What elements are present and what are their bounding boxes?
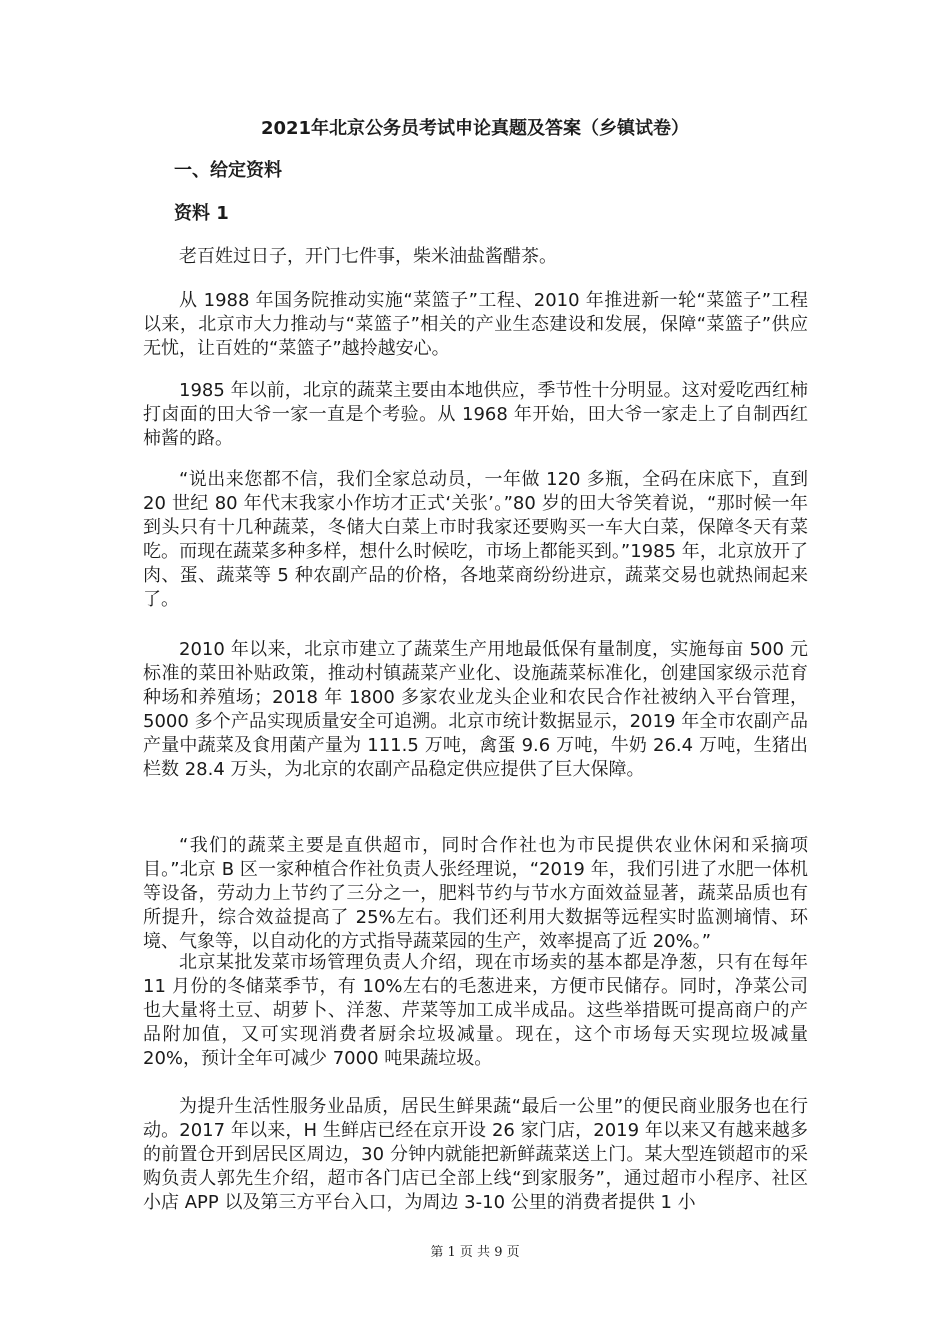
document-title: 2021年北京公务员考试申论真题及答案（乡镇试卷）: [260, 118, 690, 139]
paragraph: 从 1988 年国务院推动实施“菜篮子”工程、2010 年推进新一轮“菜篮子”工程以来，北京市大力推动与“菜篮子”相关的产业生态建设和发展，保障“菜篮子”供应无忧，让百姓的“菜篮子”越拎越安心。: [143, 290, 808, 359]
paragraph: 1985 年以前，北京的蔬菜主要由本地供应，季节性十分明显。这对爱吃西红柿打卤面的田大爷一家一直是个考验。从 1968 年开始，田大爷一家走上了自制西红柿酱的路。: [143, 380, 808, 449]
paragraph: 为提升生活性服务业品质，居民生鲜果蔬“最后一公里”的便民商业服务也在行动。2017 年以来，H 生鲜店已经在京开设 26 家门店，2019 年以来又有越来越多的前置仓开到居民区周边，30 分钟内就能把新鲜蔬菜送上门。某大型连锁超市的采购负责人郭先生介绍，超市各门店已全部上线“到家服务”，通过超市小程序、社区小店 APP 以及第三方平台入口，为周边 3-10 公里的消费者提供 1 小: [143, 1096, 808, 1213]
paragraph: “说出来您都不信，我们全家总动员，一年做 120 多瓶，全码在床底下，直到 20 世纪 80 年代末我家小作坊才正式‘关张’。”80 岁的田大爷笑着说，“那时候一年到头只有十几种蔬菜，冬储大白菜上市时我家还要购买一车大白菜，保障冬天有菜吃。而现在蔬菜多种多样，想什么时候吃，市场上都能买到。”1985 年，北京放开了肉、蛋、蔬菜等 5 种农副产品的价格，各地菜商纷纷进京，蔬菜交易也就热闹起来了。: [143, 469, 808, 610]
material-heading: 资料 1: [174, 203, 229, 224]
paragraph: “我们的蔬菜主要是直供超市，同时合作社也为市民提供农业休闲和采摘项目。”北京 B 区一家种植合作社负责人张经理说，“2019 年，我们引进了水肥一体机等设备，劳动力上节约了三分之一，肥料节约与节水方面效益显著，蔬菜品质也有所提升，综合效益提高了 25%左右。我们还利用大数据等远程实时监测墒情、环境、气象等，以自动化的方式指导蔬菜园的生产，效率提高了近 20%。”: [143, 835, 808, 952]
paragraph: 2010 年以来，北京市建立了蔬菜生产用地最低保有量制度，实施每亩 500 元标准的菜田补贴政策，推动村镇蔬菜产业化、设施蔬菜标准化，创建国家级示范育种场和养殖场；2018 年 1800 多家农业龙头企业和农民合作社被纳入平台管理，5000 多个产品实现质量安全可追溯。北京市统计数据显示，2019 年全市农副产品产量中蔬菜及食用菌产量为 111.5 万吨，禽蛋 9.6 万吨，牛奶 26.4 万吨，生猪出栏数 28.4 万头，为北京的农副产品稳定供应提供了巨大保障。: [143, 639, 808, 780]
section-heading: 一、给定资料: [174, 160, 282, 181]
paragraph: 北京某批发菜市场管理负责人介绍，现在市场卖的基本都是净葱，只有在每年 11 月份的冬储菜季节，有 10%左右的毛葱进来，方便市民储存。同时，净菜公司也大量将土豆、胡萝卜、洋葱、芹菜等加工成半成品。这些举措既可提高商户的产品附加值，又可实现消费者厨余垃圾减量。现在，这个市场每天实现垃圾减量 20%，预计全年可减少 7000 吨果蔬垃圾。: [143, 952, 808, 1069]
page-footer: 第 1 页 共 9 页: [430, 1245, 520, 1260]
paragraph: 老百姓过日子，开门七件事，柴米油盐酱醋茶。: [179, 246, 557, 267]
